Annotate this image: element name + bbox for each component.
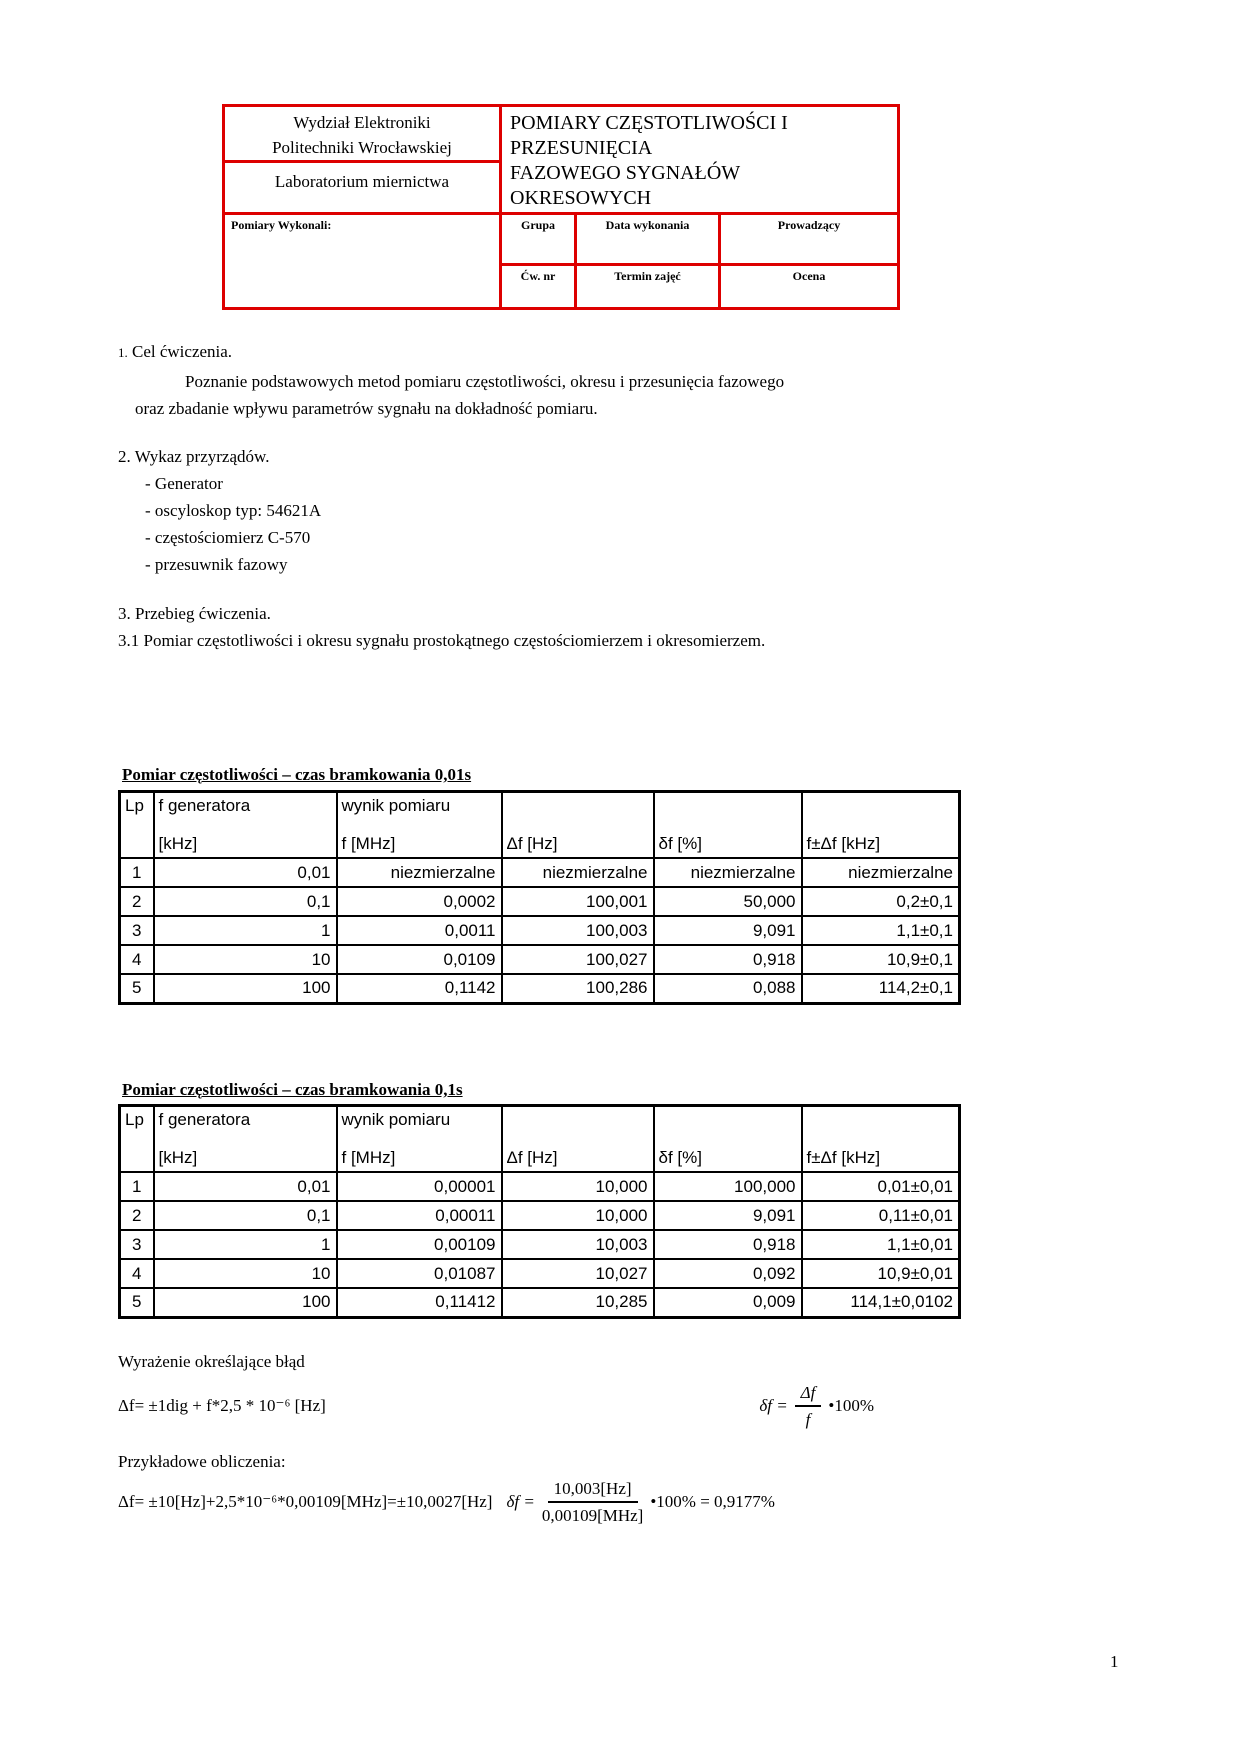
table-cell: 10,285: [502, 1288, 654, 1317]
goal-paragraph: [135, 368, 995, 422]
formula-tail: •100% = 0,9177%: [650, 1492, 775, 1512]
goal-heading-number: 1.: [118, 345, 128, 360]
table-cell: 10,027: [502, 1259, 654, 1288]
table-cell: 1: [154, 916, 337, 945]
table-row: [120, 1172, 960, 1201]
date-label: Data wykonania: [574, 215, 718, 263]
example-relative-error-formula: [506, 1478, 775, 1527]
table-cell: 3: [120, 916, 154, 945]
instruments-heading: 2. Wykaz przyrządów.: [118, 447, 270, 466]
group-label: Grupa: [520, 218, 555, 232]
example-absolute-error: Δf= ±10[Hz]+2,5*10⁻⁶*0,00109[MHz]=±10,0027[Hz]: [118, 1492, 493, 1512]
table-header-row: [120, 792, 960, 859]
table-cell: 0,0002: [337, 887, 502, 916]
column-header: f±Δf [kHz]: [802, 1106, 960, 1173]
table-cell: 114,2±0,1: [802, 974, 960, 1003]
lab-name: Laboratorium miernictwa: [274, 172, 450, 191]
column-header: f±Δf [kHz]: [802, 792, 960, 859]
table-cell: 114,1±0,0102: [802, 1288, 960, 1317]
goal-heading: [118, 338, 232, 366]
report-title-line: OKRESOWYCH: [510, 187, 652, 209]
table-cell: 1,1±0,01: [802, 1230, 960, 1259]
table-cell: niezmierzalne: [654, 858, 802, 887]
table-cell: 0,11412: [337, 1288, 502, 1317]
grade-label: Ocena: [718, 263, 897, 307]
institute-line1: Wydział Elektroniki: [293, 113, 431, 132]
table-cell: niezmierzalne: [502, 858, 654, 887]
table-cell: 0,088: [654, 974, 802, 1003]
table-cell: 4: [120, 1259, 154, 1288]
delta-f-definition: Δf= ±1dig + f*2,5 * 10⁻⁶ [Hz]: [118, 1396, 326, 1416]
supervisor-label: Prowadzący: [718, 215, 897, 263]
header-fields-grid: [502, 215, 897, 307]
list-item: - przesuwnik fazowy: [145, 555, 288, 574]
table-cell: 0,009: [654, 1288, 802, 1317]
table-cell: 0,01087: [337, 1259, 502, 1288]
table-cell: 9,091: [654, 916, 802, 945]
column-header: Δf [Hz]: [502, 792, 654, 859]
table-cell: 0,2±0,1: [802, 887, 960, 916]
header-top-row: [225, 107, 897, 212]
table-cell: 100,000: [654, 1172, 802, 1201]
report-title: [502, 107, 897, 212]
goal-heading-text: Cel ćwiczenia.: [132, 342, 233, 361]
fraction-denominator: f: [805, 1410, 811, 1430]
table-cell: 100,003: [502, 916, 654, 945]
table-cell: 0,0109: [337, 945, 502, 974]
goal-paragraph-line: oraz zbadanie wpływu parametrów sygnału na dokładność pomiaru.: [135, 399, 598, 418]
header-bottom-row: [225, 212, 897, 307]
table-cell: 10,003: [502, 1230, 654, 1259]
table-cell: niezmierzalne: [337, 858, 502, 887]
table-cell: 10,9±0,1: [802, 945, 960, 974]
procedure-subsection: 3.1 Pomiar częstotliwości i okresu sygnału prostokątnego częstościomierzem i okresomierzem.: [118, 631, 766, 650]
table2-title: Pomiar częstotliwości – czas bramkowania 0,1s: [122, 1080, 463, 1099]
fraction: [795, 1382, 822, 1431]
table-row: [120, 1201, 960, 1230]
relative-error-formula: [759, 1382, 874, 1431]
table-cell: 0,1: [154, 887, 337, 916]
table-cell: 2: [120, 1201, 154, 1230]
error-expression-heading: Wyrażenie określające błąd: [118, 1352, 305, 1371]
table-cell: niezmierzalne: [802, 858, 960, 887]
table-cell: 100,286: [502, 974, 654, 1003]
report-title-line: PRZESUNIĘCIA: [510, 137, 653, 159]
table-cell: 0,11±0,01: [802, 1201, 960, 1230]
fraction-numerator: 10,003[Hz]: [548, 1478, 638, 1503]
table-cell: 10: [154, 945, 337, 974]
table-cell: 100,001: [502, 887, 654, 916]
table-cell: 10,000: [502, 1201, 654, 1230]
table-cell: 50,000: [654, 887, 802, 916]
example-formula-row: [118, 1478, 775, 1527]
column-header: Δf [Hz]: [502, 1106, 654, 1173]
table-cell: 0,918: [654, 1230, 802, 1259]
table-row: [120, 916, 960, 945]
table-cell: 1: [120, 858, 154, 887]
table-cell: 10,000: [502, 1172, 654, 1201]
table-cell: 0,1: [154, 1201, 337, 1230]
measurement-table-gate-0-01s: [118, 790, 961, 1005]
table-cell: 0,00011: [337, 1201, 502, 1230]
list-item: - Generator: [145, 474, 223, 493]
table-row: [120, 974, 960, 1003]
fraction: [542, 1478, 644, 1527]
table-cell: 5: [120, 1288, 154, 1317]
table-cell: 0,1142: [337, 974, 502, 1003]
column-header: wynik pomiaru f [MHz]: [337, 792, 502, 859]
term-label: Termin zajęć: [574, 263, 718, 307]
table-cell: 0,092: [654, 1259, 802, 1288]
table-cell: 100: [154, 1288, 337, 1317]
table-cell: 2: [120, 887, 154, 916]
error-formula-row: [118, 1382, 874, 1431]
formula-tail: •100%: [828, 1396, 874, 1416]
table-cell: 1,1±0,1: [802, 916, 960, 945]
column-header: Lp: [120, 792, 154, 859]
list-item: - oscyloskop typ: 54621A: [145, 501, 322, 520]
report-title-line: POMIARY CZĘSTOTLIWOŚCI I: [510, 112, 788, 134]
formula-lhs: δf =: [506, 1492, 535, 1512]
column-header: Lp: [120, 1106, 154, 1173]
table-row: [120, 858, 960, 887]
formula-lhs: δf =: [759, 1396, 788, 1416]
header-table: [222, 104, 900, 310]
table-cell: 100: [154, 974, 337, 1003]
list-item: - częstościomierz C-570: [145, 528, 311, 547]
report-title-line: FAZOWEGO SYGNAŁÓW: [510, 162, 741, 184]
table-cell: 0,00109: [337, 1230, 502, 1259]
column-header: f generatora [kHz]: [154, 1106, 337, 1173]
table-cell: 0,01: [154, 1172, 337, 1201]
performed-by-label: Pomiary Wykonali:: [225, 215, 502, 307]
example-heading: Przykładowe obliczenia:: [118, 1452, 286, 1471]
procedure-heading: 3. Przebieg ćwiczenia.: [118, 604, 271, 623]
table-row: [120, 1288, 960, 1317]
table-cell: 0,00001: [337, 1172, 502, 1201]
column-header: δf [%]: [654, 1106, 802, 1173]
table-row: [120, 887, 960, 916]
institute-name: [225, 107, 499, 163]
table-cell: 1: [154, 1230, 337, 1259]
table-header-row: [120, 1106, 960, 1173]
column-header: f generatora [kHz]: [154, 792, 337, 859]
table-cell: 1: [120, 1172, 154, 1201]
table-row: [120, 945, 960, 974]
table-cell: 9,091: [654, 1201, 802, 1230]
table-cell: 5: [120, 974, 154, 1003]
table-cell: 100,027: [502, 945, 654, 974]
table-cell: 0,0011: [337, 916, 502, 945]
table-cell: 0,01±0,01: [802, 1172, 960, 1201]
column-header: wynik pomiaru f [MHz]: [337, 1106, 502, 1173]
table-row: [120, 1230, 960, 1259]
goal-paragraph-line: Poznanie podstawowych metod pomiaru częstotliwości, okresu i przesunięcia fazowego: [185, 372, 785, 391]
fraction-denominator: 0,00109[MHz]: [541, 1506, 644, 1526]
table-row: [120, 1259, 960, 1288]
institute-line2: Politechniki Wrocławskiej: [272, 138, 452, 157]
page-footer-number: 1: [1110, 1652, 1119, 1671]
table-cell: 4: [120, 945, 154, 974]
table-cell: 10,9±0,01: [802, 1259, 960, 1288]
table-cell: 0,01: [154, 858, 337, 887]
column-header: δf [%]: [654, 792, 802, 859]
table1-title: Pomiar częstotliwości – czas bramkowania 0,01s: [122, 765, 472, 784]
table-cell: 10: [154, 1259, 337, 1288]
table-cell: 0,918: [654, 945, 802, 974]
exercise-no-label: Ćw. nr: [502, 263, 574, 307]
instruments-list: [145, 470, 321, 578]
fraction-numerator: Δf: [795, 1382, 822, 1407]
header-left-column: [225, 107, 502, 212]
measurement-table-gate-0-1s: [118, 1104, 961, 1319]
table-cell: 3: [120, 1230, 154, 1259]
